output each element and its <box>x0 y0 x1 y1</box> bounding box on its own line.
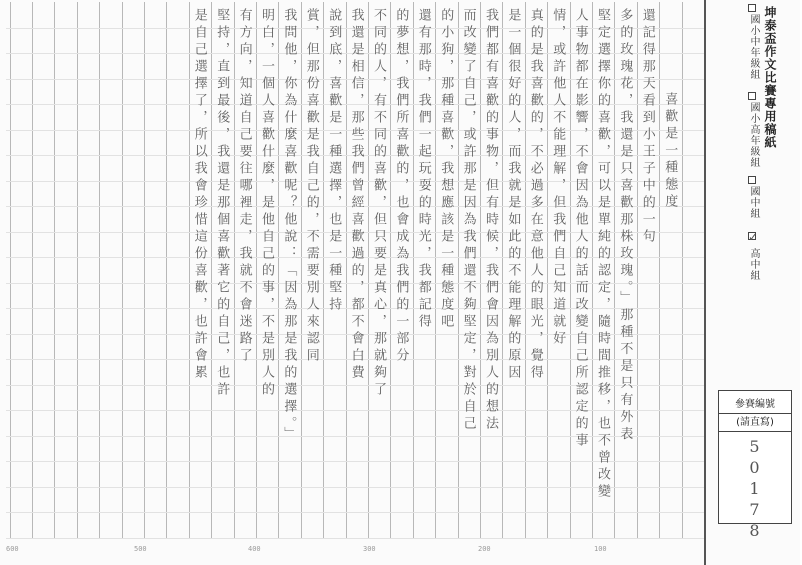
ruler-tick: 400 <box>248 545 261 553</box>
entry-number-value[interactable]: 50178 <box>745 437 764 542</box>
grid-column-line <box>637 2 638 538</box>
essay-column: 情，或許他人不能理解，但我們自己知道就好 <box>550 8 566 348</box>
grid-column-line <box>77 2 78 538</box>
ruler-tick: 500 <box>134 545 147 553</box>
essay-column: 我們都有喜歡的事物，但有時候，我們會因為別人的想法 <box>483 8 498 433</box>
ruler-tick: 600 <box>6 545 19 553</box>
grid-column-line <box>547 2 548 538</box>
grid-column-line <box>346 2 347 538</box>
form-title: 坤泰盃作文比賽專用稿紙 <box>763 6 777 149</box>
essay-column: 堅定選擇你的喜歡，可以是單純的認定，隨時間推移，也不曾改變 <box>595 8 610 501</box>
character-count-ruler <box>0 545 704 561</box>
essay-column: 人事物都在影響，不會因為他人的話而改變自己所認定的事 <box>572 8 588 450</box>
category-checkbox[interactable] <box>748 4 756 12</box>
grid-column-line <box>54 2 55 538</box>
essay-column: 說到底，喜歡是一種選擇，也是一種堅持 <box>326 8 342 314</box>
essay-column: 是一個很好的人，而我就是如此的不能理解的原因 <box>505 8 521 382</box>
category-label: 國小中年級組 <box>748 14 759 80</box>
grid-column-line <box>502 2 503 538</box>
ruler-tick: 100 <box>594 545 607 553</box>
grid-column-line <box>458 2 459 538</box>
grid-column-line <box>301 2 302 538</box>
category-checkbox[interactable] <box>748 176 756 184</box>
essay-column: 堅持，直到最後，我還是那個喜歡著它的自己，也許 <box>214 8 230 399</box>
grid-column-line <box>480 2 481 538</box>
grid-column-line <box>659 2 660 538</box>
essay-column: 不同的人，有不同的喜歡，但只要是真心，那就夠了 <box>371 8 386 399</box>
essay-column: 的小狗，那種喜歡，我想應該是一種態度吧 <box>438 8 454 331</box>
grid-column-line <box>413 2 414 538</box>
grid-column-line <box>570 2 571 538</box>
grid-column-line <box>10 2 11 538</box>
essay-column: 的夢想，我們所喜歡的，也會成為我們的一部分 <box>393 8 409 365</box>
category-check-mark: ✓ <box>746 230 760 245</box>
grid-column-line <box>122 2 123 538</box>
grid-column-line <box>278 2 279 538</box>
entry-number-label: 參賽編號 <box>719 391 791 414</box>
grid-column-line <box>368 2 369 538</box>
grid-column-line <box>189 2 190 538</box>
essay-column: 而改變了自己，或許那是因為我們還不夠堅定，對於自己 <box>460 8 476 433</box>
category-checkbox[interactable] <box>748 92 756 100</box>
grid-row-line <box>6 538 704 539</box>
entry-number-box <box>718 390 792 542</box>
grid-column-line <box>256 2 257 538</box>
grid-column-line <box>166 2 167 538</box>
grid-column-line <box>614 2 615 538</box>
grid-column-line <box>32 2 33 538</box>
category-label: 國中組 <box>748 186 759 219</box>
category-label: 國小高年級組 <box>748 102 759 168</box>
essay-column: 還有那時，我們一起玩耍的時光，我都記得 <box>415 8 431 331</box>
essay-column: 我問他，你為什麼喜歡呢？他說：「因為那是我的選擇。」 <box>281 8 297 444</box>
grid-column-line <box>211 2 212 538</box>
essay-column: 還記得那天看到小王子中的一句 <box>639 8 655 246</box>
grid-column-line <box>234 2 235 538</box>
ruler-tick: 300 <box>363 545 376 553</box>
grid-column-line <box>525 2 526 538</box>
essay-column: 多的玫瑰花，我還是只喜歡那株玫瑰。」那種不是只有外表 <box>617 8 633 444</box>
grid-column-line <box>435 2 436 538</box>
grid-column-line <box>144 2 145 538</box>
manuscript-grid <box>6 2 704 538</box>
essay-column: 真的是我喜歡的，不必過多在意他人的眼光，覺得 <box>527 8 543 382</box>
essay-column: 明白，一個人喜歡什麼，是他自己的事，不是別人的 <box>259 8 274 399</box>
essay-column: 是自己選擇了，所以我會珍惜這份喜歡，也許會累 <box>191 8 207 382</box>
essay-title: 喜歡是一種態度 <box>662 92 678 211</box>
grid-column-line <box>99 2 100 538</box>
essay-column: 我還是相信，那些我們曾經喜歡過的，都不會白費 <box>348 8 364 382</box>
entry-number-note: (請直寫) <box>719 411 791 432</box>
category-label: 高中組 <box>748 248 759 281</box>
essay-column: 有方向，知道自己要往哪裡走，我就不會迷路了 <box>236 8 252 365</box>
grid-column-line <box>592 2 593 538</box>
grid-column-line <box>682 2 683 538</box>
ruler-tick: 200 <box>478 545 491 553</box>
essay-column: 賞，但那份喜歡是我自己的，不需要別人來認同 <box>303 8 319 365</box>
grid-column-line <box>390 2 391 538</box>
grid-column-line <box>323 2 324 538</box>
